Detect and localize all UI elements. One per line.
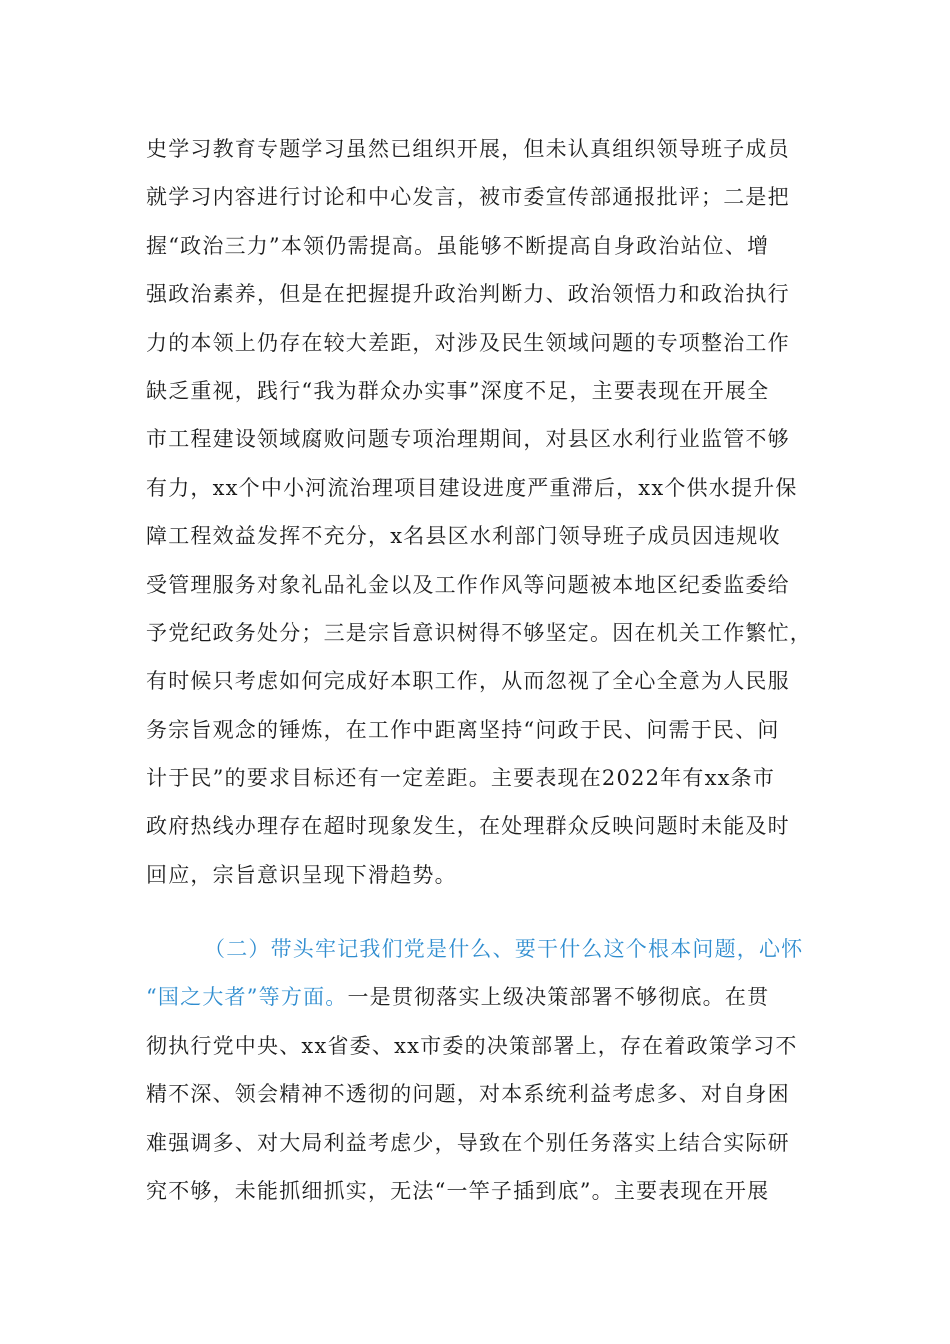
section-heading-end: “国之大者”等方面。 [146, 985, 348, 1010]
text-line: 有时候只考虑如何完成好本职工作，从而忽视了全心全意为人民服 [146, 669, 790, 694]
text-line: 握“政治三力”本领仍需提高。虽能够不断提高自身政治站位、增 [146, 233, 770, 258]
text-line: 政府热线办理存在超时现象发生，在处理群众反映问题时未能及时 [146, 814, 790, 839]
text-line: 计于民”的要求目标还有一定差距。主要表现在2022年有xx条市 [146, 766, 776, 791]
text-segment: 一是贯彻落实上级决策部署不够彻底。在贯 [347, 985, 770, 1010]
text-line: 回应，宗旨意识呈现下滑趋势。 [146, 862, 457, 887]
text-line: 缺乏重视，践行“我为群众办实事”深度不足，主要表现在开展全 [146, 378, 770, 403]
paragraph-1 [146, 125, 812, 899]
text-line: 力的本领上仍存在较大差距，对涉及民生领域问题的专项整治工作 [146, 330, 790, 355]
text-line: 予党纪政务处分；三是宗旨意识树得不够坚定。因在机关工作繁忙， [146, 620, 812, 645]
text-line: 务宗旨观念的锤炼，在工作中距离坚持“问政于民、问需于民、问 [146, 717, 780, 742]
text-line: 受管理服务对象礼品礼金以及工作作风等问题被本地区纪委监委给 [146, 572, 790, 597]
text-line: 市工程建设领域腐败问题专项治理期间，对县区水利行业监管不够 [146, 427, 790, 452]
text-line: 究不够，未能抓细抓实，无法“一竿子插到底”。主要表现在开展 [146, 1178, 770, 1203]
text-line: 就学习内容进行讨论和中心发言，被市委宣传部通报批评；二是把 [146, 185, 790, 210]
text-line: 彻执行党中央、xx省委、xx市委的决策部署上，存在着政策学习不 [146, 1033, 798, 1058]
text-line: 史学习教育专题学习虽然已组织开展，但未认真组织领导班子成员 [146, 137, 790, 161]
text-line [146, 973, 806, 1021]
text-line: 有力，xx个中小河流治理项目建设进度严重滞后，xx个供水提升保 [146, 475, 798, 500]
text-line: 精不深、领会精神不透彻的问题，对本系统利益考虑多、对自身困 [146, 1082, 790, 1107]
paragraph-2 [146, 925, 806, 1215]
text-line: 障工程效益发挥不充分，x名县区水利部门领导班子成员因违规收 [146, 524, 781, 549]
section-heading-line: （二）带头牢记我们党是什么、要干什么这个根本问题，心怀 [204, 937, 804, 961]
text-line: 难强调多、对大局利益考虑少，导致在个别任务落实上结合实际研 [146, 1130, 790, 1155]
text-line: 强政治素养，但是在把握提升政治判断力、政治领悟力和政治执行 [146, 282, 790, 307]
